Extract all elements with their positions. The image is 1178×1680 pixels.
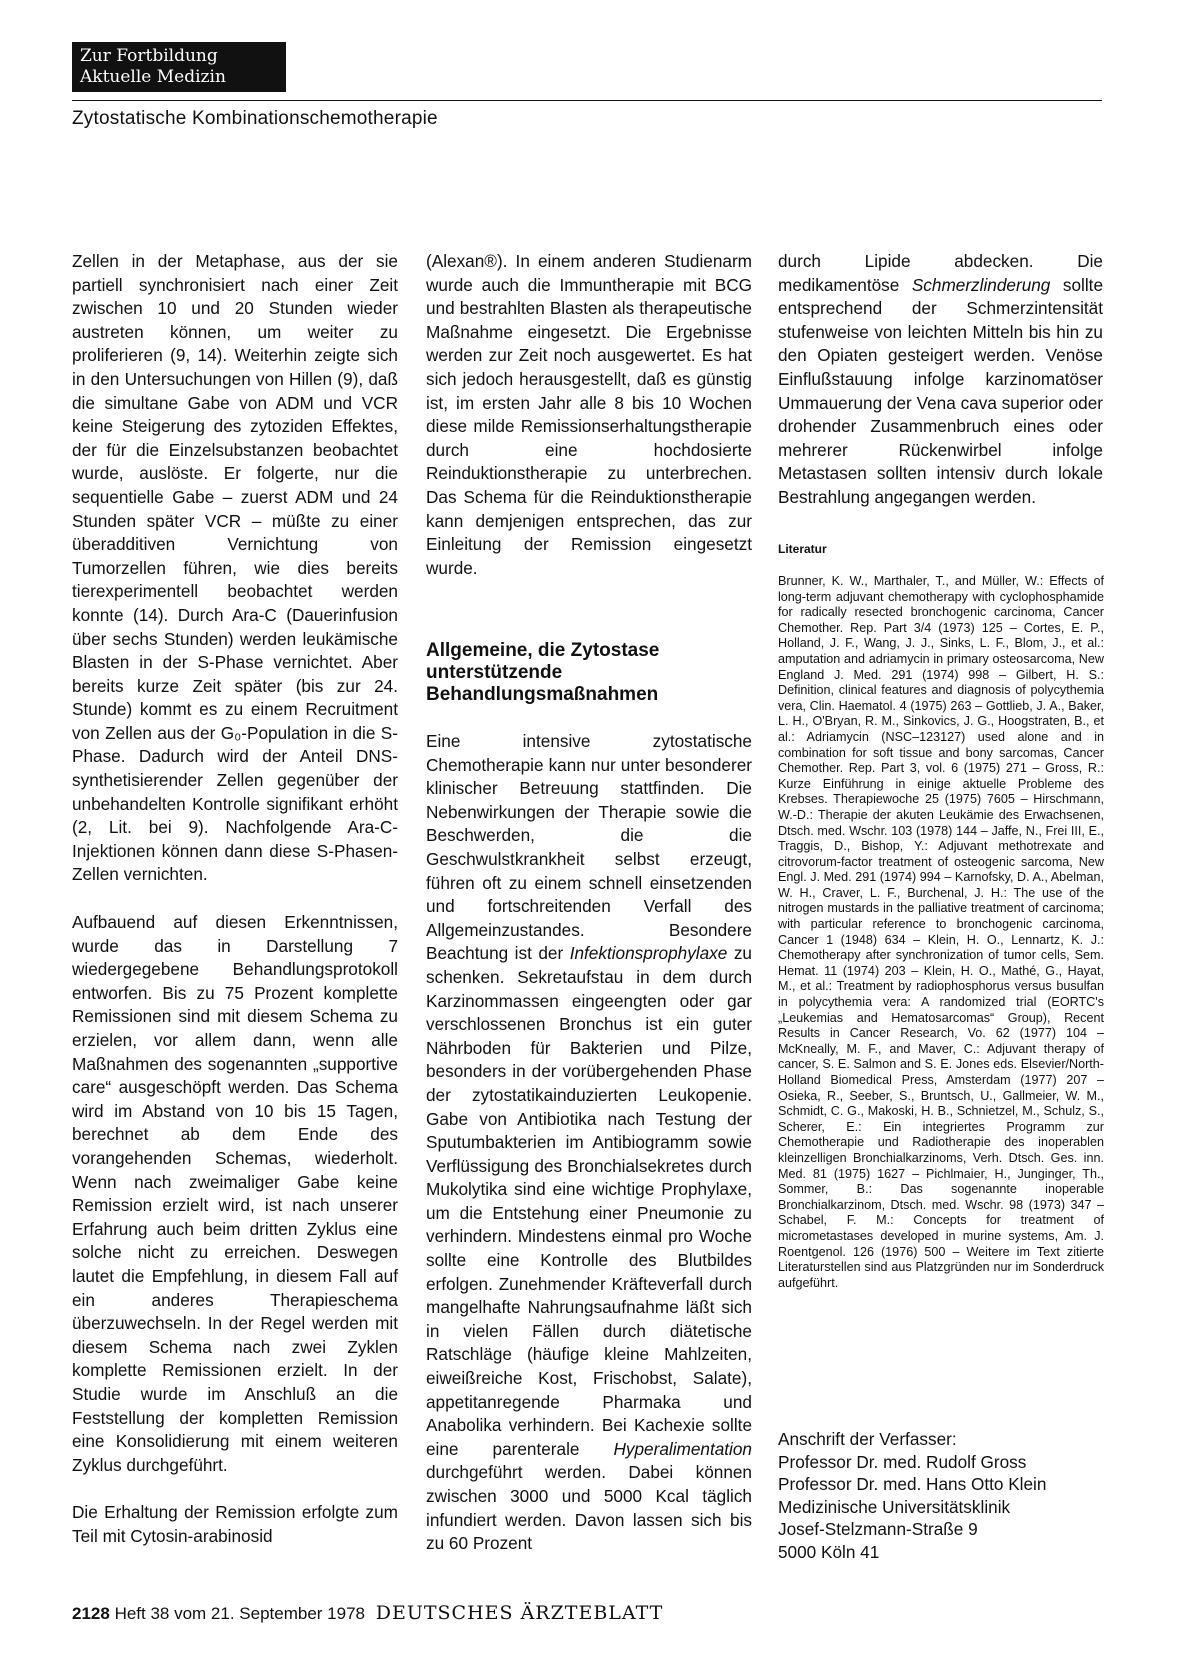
emphasis-hyperalimentation: Hyperalimentation xyxy=(613,1438,752,1459)
rubric-line-2: Aktuelle Medizin xyxy=(80,67,226,87)
issue-info: Heft 38 vom 21. September 1978 xyxy=(114,1604,365,1623)
col3-paragraph-1 xyxy=(778,250,1103,510)
col2-text-a: Eine intensive zytostatische Chemotherapie kann nur unter besonderer klinischer Betreuung stattfinden. Die Nebenwirkungen der Therapie sowie die Beschwerden, die die Geschwulstkrankheit selbst erzeugt, führen oft zu einem schnell einsetzenden und fortschreitenden Verfall des Allgemeinzustandes. Besondere Beachtung ist der xyxy=(426,731,752,964)
rubric-badge xyxy=(72,42,286,92)
col1-paragraph-2: Aufbauend auf diesen Erkenntnissen, wurde das in Darstellung 7 wiedergegebene Behandlungsprotokoll entworfen. Bis zu 75 Prozent komplette Remissionen sind mit diesem Schema zu erzielen, vor allem dann, wenn alle Maßnahmen des sogenannten „supportive care“ ausgeschöpft werden. Das Schema wird im Abstand von 10 bis 15 Tagen, berechnet ab dem Ende des vorangehenden Schemas, wiederholt. Wenn nach zweimaliger Gabe keine Remission erzielt wird, ist nach unserer Erfahrung auch beim dritten Zyklus eine solche nicht zu erreichen. Deswegen lautet die Empfehlung, in diesem Fall auf ein anderes Therapieschema überzuwechseln. In der Regel werden mit diesem Schema nach zwei Zyklen komplette Remissionen erzielt. In der Studie wurde im Anschluß an die Feststellung der kompletten Remission eine Konsolidierung mit einem weiteren Zyklus durchgeführt. xyxy=(72,912,398,1475)
header-rule xyxy=(72,100,1102,101)
col2-paragraph-2 xyxy=(426,730,752,1556)
col3-text-b: sollte entsprechend der Schmerzintensität stufenweise von leichten Mitteln bis hin zu den Opiaten gesteigert werden. Venöse Einflußstauung infolge karzinomatöser Ummauerung der Vena cava superior oder drohender Zusammenbruch eines oder mehrerer Rückenwirbel infolge Metastasen sollten intensiv durch lokale Bestrahlung angegangen werden. xyxy=(778,274,1104,507)
references-list: Brunner, K. W., Marthaler, T., and Müller, W.: Effects of long-term adjuvant chemotherapy with cyclophosphamide for radically resected bronchogenic carcinoma, Cancer Chemother. Rep. Part 3/4 (1973) 125 – Cortes, E. P., Holland, J. F., Wang, J. J., Sinks, L. F., Blom, J., et al.: amputation and adriamycin in primary osteosarcoma, New England J. Med. 291 (1974) 998 – Gilbert, H. S.: Definition, clinical features and diagnosis of polycythemia vera, Clin. Haematol. 4 (1975) 263 – Gottlieb, J. A., Baker, L. H., O'Bryan, R. M., Sinkovics, J. G., Hoogstraten, B., et al.: Adriamycin (NSC–123127) used alone and in combination for soft tissue and bony sarcomas, Cancer Chemother. Rep. Part 3, vol. 6 (1975) 271 – Gross, R.: Kurze Einführung in einige aktuelle Probleme des Krebses. Therapiewoche 25 (1975) 7605 – Hirschmann, W.-D.: Therapie der akuten Leukämie des Erwachsenen, Dtsch. med. Wschr. 103 (1978) 144 – Jaffe, N., Frei III, E., Traggis, D., Bishop, Y.: Adjuvant methotrexate and citrovorum-factor treatment of osteogenic sarcoma, New Engl. J. Med. 291 (1974) 994 – Karnofsky, D. A., Abelman, W. H., Craver, L. F., Burchenal, J. H.: The use of the nitrogen mustards in the palliative treatment of carcinoma; with particular reference to bronchogenic carcinoma, Cancer 1 (1948) 634 – Klein, H. O., Lennartz, K. J.: Chemotherapy after synchronization of tumor cells, Sem. Hemat. 11 (1974) 203 – Klein, H. O., Mathé, G., Hayat, M., et al.: Treatment by radiophosphorus versus busulfan in polycythemia vera: A randomized trial (EORTC's „Leukemias and Hematosarcomas“ Group), Recent Results in Cancer Research, Vo. 62 (1977) 104 – McKneally, M. F., and Maver, C.: Adjuvant therapy of cancer, S. E. Salmon and S. E. Jones eds. Elsevier/North-Holland Biomedical Press, Amsterdam (1977) 207 – Osieka, R., Seeber, S., Bruntsch, U., Gallmeier, W. M., Schmidt, C. G., Makoski, H. B., Schnietzel, M., Schulz, S., Scherer, E.: Ein integriertes Programm zur Chemotherapie und Radiotherapie des inoperablen kleinzelligen Bronchialkarzinoms, Verh. Dtsch. Ges. inn. Med. 81 (1975) 1627 – Pichlmaier, H., Junginger, Th., Sommer, B.: Das sogenannte inoperable Bronchialkarzinom, Dtsch. med. Wschr. 98 (1973) 347 – Schabel, F. M.: Concepts for treatment of micrometastases developed in murine systems, Am. J. Roentgenol. 126 (1976) 500 – Weitere im Text zitierte Literaturstellen sind aus Platzgründen nur im Sonderdruck aufgeführt. xyxy=(778,574,1104,1290)
magazine-name: DEUTSCHES ÄRZTEBLATT xyxy=(375,1602,664,1624)
address-line-3: Professor Dr. med. Hans Otto Klein xyxy=(778,1474,1047,1495)
column-2 xyxy=(426,250,752,580)
emphasis-schmerzlinderung: Schmerzlinderung xyxy=(911,274,1051,295)
column-1 xyxy=(72,250,398,1548)
literature-heading: Literatur xyxy=(778,542,827,556)
section-title: Zytostatische Kombinationschemotherapie xyxy=(72,108,438,129)
col1-paragraph-3: Die Erhaltung der Remission erfolgte zum Teil mit Cytosin-arabinosid xyxy=(72,1502,398,1546)
page-number: 2128 xyxy=(72,1604,110,1623)
column-3 xyxy=(778,250,1103,510)
address-line-1: Anschrift der Verfasser: xyxy=(778,1429,957,1449)
author-address xyxy=(778,1428,1104,1564)
address-line-6: 5000 Köln 41 xyxy=(778,1541,880,1562)
col2-paragraph-1: (Alexan®). In einem anderen Studienarm wurde auch die Immuntherapie mit BCG und bestrahlten Blasten als therapeutische Maßnahme eingesetzt. Die Ergebnisse werden zur Zeit noch ausgewertet. Es hat sich jedoch herausgestellt, daß es günstig ist, im ersten Jahr alle 8 bis 10 Wochen diese milde Remissionserhaltungstherapie durch eine hochdosierte Reinduktionstherapie zu unterbrechen. Das Schema für die Reinduktionstherapie kann demjenigen entsprechen, das zur Einleitung der Remission eingesetzt wurde. xyxy=(426,251,752,578)
address-line-4: Medizinische Universitätsklinik xyxy=(778,1496,1011,1517)
rubric-line-1: Zur Fortbildung xyxy=(80,46,218,66)
col2-text-c: durchgeführt werden. Dabei können zwischen 3000 und 5000 Kcal täglich infundiert werden. Davon lassen sich bis zu 60 Prozent xyxy=(426,1462,752,1554)
col3-text-a: durch Lipide abdecken. Die medikamentöse xyxy=(778,251,1103,295)
page-footer xyxy=(72,1602,663,1624)
col1-paragraph-1: Zellen in der Metaphase, aus der sie partiell synchronisiert nach einer Zeit zwischen 10 und 20 Stunden wieder austreten können, um weiter zu proliferieren (9, 14). Weiterhin zeigte sich in den Untersuchungen von Hillen (9), daß die simultane Gabe von ADM und VCR keine Steigerung des zytoziden Effektes, der für die Einzelsubstanzen beobachtet wurde, auslöste. Er folgerte, nur die sequentielle Gabe – zuerst ADM und 24 Stunden später VCR – müßte zu einer überadditiven Vernichtung von Tumorzellen führen, wie dies bereits tierexperimentell beobachtet werden konnte (14). Durch Ara-C (Dauerinfusion über sechs Stunden) werden leukämische Blasten in der S-Phase vernichtet. Aber bereits kurze Zeit später (bis zur 24. Stunde) kommt es zu einem Recruitment von Zellen aus der G₀-Population in die S-Phase. Dadurch wird der Anteil DNS-synthetisierender Zellen gegenüber der unbehandelten Kontrolle signifikant erhöht (2, Lit. bei 9). Nachfolgende Ara-C-Injektionen können dann diese S-Phasen-Zellen vernichten. xyxy=(72,251,398,885)
address-line-5: Josef-Stelzmann-Straße 9 xyxy=(778,1519,978,1540)
emphasis-infektionsprophylaxe: Infektionsprophylaxe xyxy=(569,943,728,964)
col2-text-b: zu schenken. Sekretaufstau in dem durch Karzinommassen eingeengten oder gar verschlossenen Bronchus ist ein guter Nährboden für Bakterien und Pilze, besonders in der vorübergehenden Phase der zytostatikainduzierten Leukopenie. Gabe von Antibiotika nach Testung der Sputumbakterien im Antibiogramm sowie Verflüssigung des Bronchialsekretes durch Mukolytika sind eine wichtige Prophylaxe, um die Entstehung einer Pneumonie zu verhindern. Mindestens einmal pro Woche sollte eine Kontrolle des Blutbildes erfolgen. Zunehmender Kräfteverfall durch mangelhafte Nahrungsaufnahme läßt sich in vielen Fällen durch diätetische Ratschläge (häufige kleine Mahlzeiten, eiweißreiche Kost, Frischobst, Salate), appetitanregende Pharmaka und Anabolika verhindern. Bei Kachexie sollte eine parenterale xyxy=(426,943,752,1459)
address-line-2: Professor Dr. med. Rudolf Gross xyxy=(778,1451,1027,1472)
subsection-heading: Allgemeine, die Zytostase unterstützende Behandlungsmaßnahmen xyxy=(426,640,660,705)
